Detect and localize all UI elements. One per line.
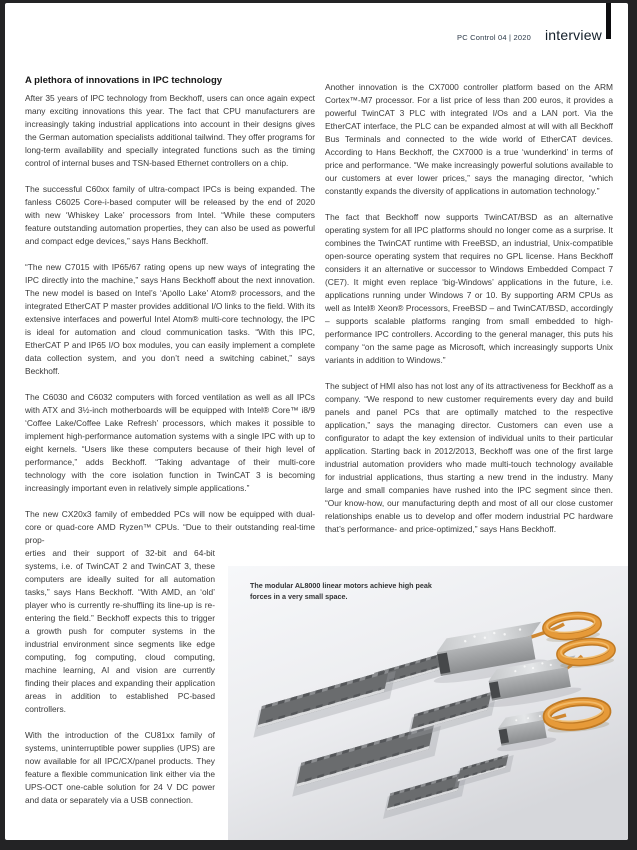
- linear-motors-illustration: [228, 566, 628, 840]
- article-heading: A plethora of innovations in IPC technology: [25, 75, 223, 86]
- right-column: [325, 81, 613, 549]
- paragraph: The fact that Beckhoff now supports TwinCAT/BSD as an alternative operating system for all IPC platforms should no longer come as a surprise. It combines the TwinCAT runtime with FreeBSD, an industrial, Unix-compatible open-source operating system that requires no GPL license. Hans Beckhoff considers it an alternative or successor to Windows Embedded Compact 7 (CE7). It might even replace ‘big-Windows’ applications in the future, i.e. applications running under Windows 7 or 10. By supporting ARM CPUs as well as Intel® Xeon® Processors, FreeBSD – and TwinCAT/BSD, accordingly – supports scalable platforms ranging from small embedded to high-performance IPC controllers. According to the general manager, this puts his company “on the same page as Microsoft, which increasingly supports Unix variants in addition to Windows.”: [325, 212, 613, 365]
- page-corner-tab: [606, 3, 611, 39]
- paragraph: After 35 years of IPC technology from Beckhoff, users can once again expect many exciting innovations this year. The fact that CPU manufacturers are increasingly taking industrial applications into account in their designs gives the German automation specialists additional tailwind. They offer programs for long-term availability and specially integrated functions such as the timing control of internal buses and TSN-based Ethernet controllers on a chip.: [25, 93, 315, 168]
- product-photo-al8000: [228, 566, 628, 840]
- figure-caption: The modular AL8000 linear motors achieve high peak forces in a very small space.: [250, 581, 432, 601]
- paragraph: The successful C60xx family of ultra-compact IPCs is being expanded. The fanless C6025 Core-i-based computer will be released by the end of 2020 with new ‘Whiskey Lake’ processors from Intel. “While these computers feature outstanding automation properties, they can also be used as powerful and compact edge devices,” says Hans Beckhoff.: [25, 184, 315, 246]
- paragraph: The new CX20x3 family of embedded PCs will now be equipped with dual-core or quad-core AMD Ryzen™ CPUs. “Due to their outstanding real-time prop-: [25, 509, 315, 545]
- paragraph: The C6030 and C6032 computers with forced ventilation as well as all IPCs with ATX and 3½-inch motherboards will be equipped with Intel® Core™ i8/9 ‘Coffee Lake/Coffee Lake Refresh’ processors, which makes it possible to implement high-performance automation systems with a single IPC with up to eight kernels. “Users like these computers because of their high level of performance,” adds Beckhoff. “Taking advantage of their multi-core technology with the core isolation function in TwinCAT 3 is becoming increasingly important even in relatively simple applications.”: [25, 392, 315, 493]
- page: [5, 3, 628, 840]
- paragraph: The subject of HMI also has not lost any of its attractiveness for Beckhoff as a company. “We respond to new customer requirements every day and build panels and panel PCs that are optimally matched to the respective application,” says the managing director. Customers can even use a configurator to adapt the key extension of individual units to their particular application. Starting back in 2012/2013, Beckhoff was one of the first large industrial automation providers who made multi-touch technology available for industrial applications, thus starting a new trend in the industry. Many large and small companies have rushed into the IPC segment since then. “Our know-how, our manufacturing depth and most of all our close customer relationships enable us to develop and offer modern industrial PC hardware that’s performance- and price-optimized,” says Hans Beckhoff.: [325, 381, 613, 534]
- page-header: [457, 27, 602, 43]
- issue-label: PC Control 04 | 2020: [457, 33, 531, 42]
- paragraph: erties and their support of 32-bit and 64-bit systems, i.e. of TwinCAT 2 and TwinCAT 3, these computers are ideally suited for all automation tasks,” says Hans Beckhoff. “With AMD, an ‘old’ player who is currently re-shuffling its line-up is re-entering the field.” Beckhoff expects this to trigger a growth push for computer systems in the industrial environment since segments like edge computing, fog computing, cloud computing, machine learning, AI and vision are currently finding their places and expanding their application areas in addition to established PC-based controllers.: [25, 548, 215, 714]
- paragraph: Another innovation is the CX7000 controller platform based on the ARM Cortex™-M7 processor. For a list price of less than 200 euros, it provides a powerful TwinCAT 3 PLC with integrated I/Os and a LAN port. Via the EtherCAT interface, the PLC can be expanded almost at will with all Beckhoff Bus Terminals and connected to the wide world of EtherCAT devices. According to Hans Beckhoff, the CX7000 is a true ‘wunderkind’ in terms of price and performance. “We make increasingly powerful solutions available to our customers at ever lower prices,” says the managing director, “which constantly expands the diversity of applications in automation technology.”: [325, 82, 613, 196]
- narrow-column: [25, 547, 215, 807]
- section-label: interview: [544, 27, 602, 43]
- paragraph: With the introduction of the CU81xx family of systems, uninterruptible power supplies (UPS) are now available for all IPC/CX/panel products. They feature a flexible communication link either via the UPS-OCT one-cable solution for 24 V DC power and data or separately via a USB connection.: [25, 730, 215, 805]
- paragraph: “The new C7015 with IP65/67 rating opens up new ways of integrating the IPC directly into the machine,” says Hans Beckhoff about the next innovation. The new model is based on Intel’s ‘Apollo Lake’ Atom® processors, and the integrated EtherCAT P master provides additional I/O links to the field. With its extensive interfaces and powerful Intel Atom® multi-core technology, the IPC is ideal for automation and cloud communication tasks. “With this IPC, EtherCAT P and IP65 I/O box modules, you can easily implement a complete data collection system, and you don’t need a switching cabinet,” says Beckhoff.: [25, 262, 315, 376]
